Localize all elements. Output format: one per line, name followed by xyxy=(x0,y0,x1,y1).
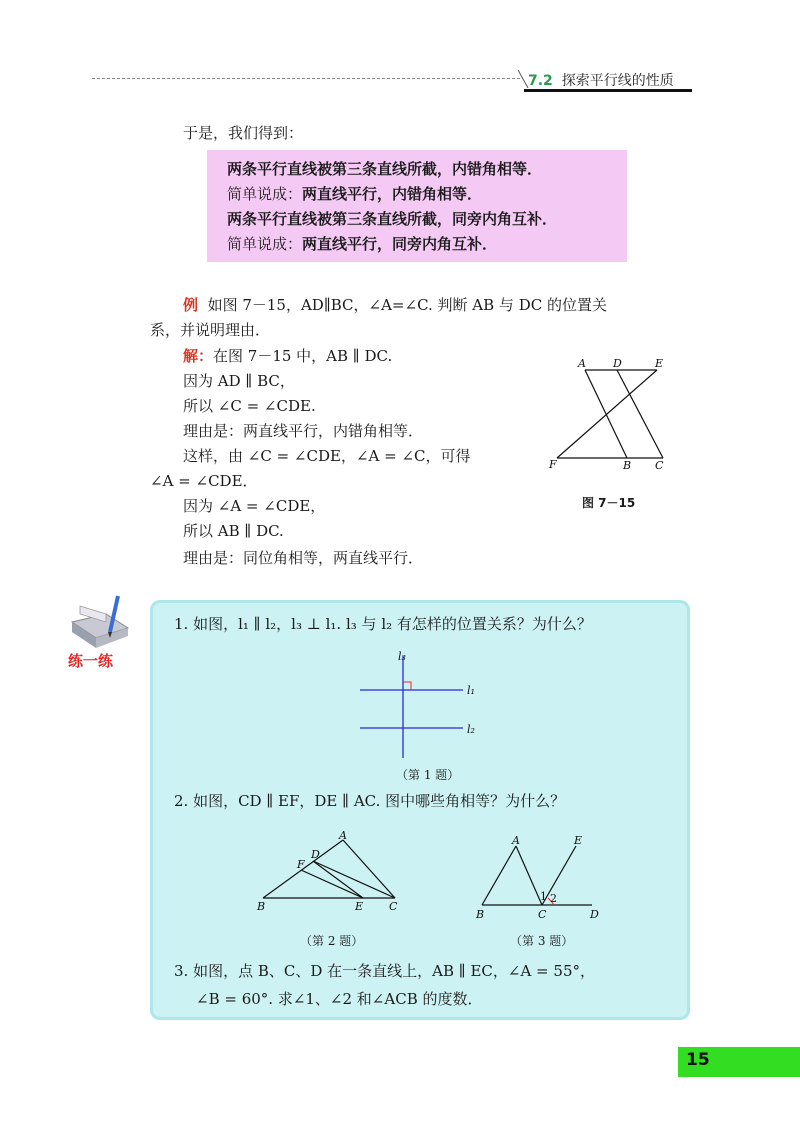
header-rule xyxy=(92,78,520,79)
solution-line-8: 所以 AB ∥ DC. xyxy=(183,522,284,540)
page-number: 15 xyxy=(686,1050,710,1070)
solution-line-9: 理由是：同位角相等，两直线平行． xyxy=(183,549,424,567)
label-c: C xyxy=(538,908,547,920)
segment-ac xyxy=(516,846,542,905)
theorem-line-2 xyxy=(227,183,482,204)
label-a: A xyxy=(339,830,347,842)
section-number: 7.2 xyxy=(528,73,553,89)
practice-label: 练一练 xyxy=(68,652,114,670)
example-label: 例 xyxy=(183,296,199,314)
label-c: C xyxy=(655,459,664,472)
label-a: A xyxy=(578,357,586,370)
label-d: D xyxy=(613,357,622,370)
theorem-line-3: 两条平行直线被第三条直线所截，同旁内角互补． xyxy=(227,210,558,228)
intro-text: 于是，我们得到： xyxy=(183,124,304,142)
solution-label: 解： xyxy=(183,347,214,365)
solution-line-5: 这样，由 ∠C = ∠CDE，∠A = ∠C，可得 xyxy=(183,447,471,465)
label-l3: l₃ xyxy=(398,650,406,663)
label-e: E xyxy=(655,357,664,370)
figure-7-15 xyxy=(545,355,675,475)
solution-line-3: 所以 ∠C = ∠CDE. xyxy=(183,397,316,415)
solution-line-7: 因为 ∠A = ∠CDE， xyxy=(183,497,326,515)
solution-line-1 xyxy=(183,345,392,367)
segment-dc xyxy=(313,861,395,898)
notebook-pen-icon xyxy=(66,592,138,650)
theorem-summary: 两直线平行，同旁内角互补． xyxy=(302,235,498,253)
segment-dc xyxy=(617,370,663,458)
label-2: 2 xyxy=(550,892,557,905)
solution-line-4: 理由是：两直线平行，内错角相等． xyxy=(183,422,424,440)
label-b: B xyxy=(476,908,485,920)
theorem-box xyxy=(207,150,627,262)
solution-text: 在图 7－15 中，AB ∥ DC. xyxy=(213,347,393,365)
practice-q3-line-2: ∠B = 60°. 求∠1、∠2 和∠ACB 的度数． xyxy=(196,990,483,1008)
ray-ce xyxy=(542,846,576,905)
practice-q1: 1. 如图，l₁ ∥ l₂，l₃ ⊥ l₁. l₃ 与 l₂ 有怎样的位置关系？为什么？ xyxy=(174,615,592,633)
section-title: 探索平行线的性质 xyxy=(561,73,674,89)
theorem-prefix: 简单说成： xyxy=(227,185,303,203)
label-l2: l₂ xyxy=(467,723,475,736)
segment-ba xyxy=(482,846,516,905)
practice-q3-line-1: 3. 如图，点 B、C、D 在一条直线上，AB ∥ EC，∠A = 55°， xyxy=(174,962,595,980)
label-b: B xyxy=(623,459,632,472)
theorem-summary: 两直线平行，内错角相等． xyxy=(302,185,483,203)
example-question-line-2: 系，并说明理由． xyxy=(150,321,271,339)
label-e: E xyxy=(574,834,583,847)
header-underline xyxy=(524,89,692,92)
figure-q3 xyxy=(470,830,610,920)
header-section xyxy=(528,70,674,90)
theorem-line-4 xyxy=(227,233,497,254)
example-question-line-1 xyxy=(183,294,607,316)
figure-7-15-caption: 图 7－15 xyxy=(582,496,636,510)
right-angle-mark xyxy=(403,682,411,690)
label-b: B xyxy=(257,900,266,913)
q1-caption: （第 1 题） xyxy=(396,768,460,782)
q3-caption: （第 3 题） xyxy=(510,934,574,948)
label-1: 1 xyxy=(540,890,547,903)
label-l1: l₁ xyxy=(467,684,475,697)
segment-de xyxy=(313,861,363,898)
label-d: D xyxy=(590,908,599,920)
solution-line-6: ∠A = ∠CDE． xyxy=(150,472,258,490)
label-f: F xyxy=(549,458,557,471)
label-e: E xyxy=(355,900,364,913)
label-c: C xyxy=(389,900,398,913)
theorem-line-1: 两条平行直线被第三条直线所截，内错角相等． xyxy=(227,160,543,178)
segment-ab xyxy=(585,370,627,458)
label-a: A xyxy=(512,834,520,847)
figure-q2 xyxy=(255,830,405,916)
example-question-text: 如图 7－15，AD∥BC，∠A=∠C. 判断 AB 与 DC 的位置关 xyxy=(207,296,607,314)
label-d: D xyxy=(311,848,320,861)
q2-caption: （第 2 题） xyxy=(300,934,364,948)
practice-q2: 2. 如图，CD ∥ EF，DE ∥ AC. 图中哪些角相等？为什么？ xyxy=(174,792,566,810)
theorem-prefix: 简单说成： xyxy=(227,235,303,253)
solution-line-2: 因为 AD ∥ BC， xyxy=(183,372,295,390)
segment-fe xyxy=(301,870,363,898)
segment-ef xyxy=(557,370,657,458)
label-f: F xyxy=(297,858,305,871)
figure-q1 xyxy=(355,648,495,764)
